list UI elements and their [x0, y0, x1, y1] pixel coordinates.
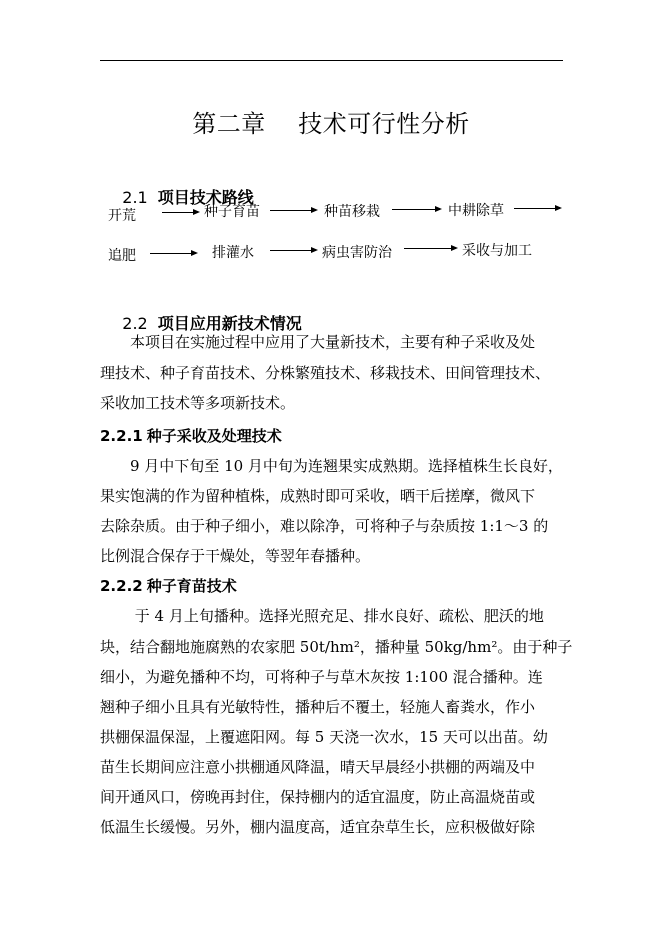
flow-step: 开荒 — [108, 208, 136, 224]
paragraph-line: 采收加工技术等多项新技术。 — [100, 394, 296, 412]
flow-step: 中耕除草 — [448, 203, 504, 219]
flow-step: 病虫害防治 — [322, 245, 392, 261]
paragraph-line: 拱棚保温保湿，上覆遮阳网。每 5 天浇一次水，15 天可以出苗。幼 — [100, 728, 548, 746]
arrow-icon — [514, 208, 560, 209]
subsection-title: 种子育苗技术 — [146, 577, 237, 595]
header-rule — [100, 60, 563, 61]
paragraph-line: 间开通风口，傍晚再封住，保持棚内的适宜温度，防止高温烧苗或 — [100, 788, 536, 806]
subsection-title: 种子采收及处理技术 — [146, 427, 282, 445]
paragraph-line: 本项目在实施过程中应用了大量新技术，主要有种子采收及处 — [100, 333, 536, 351]
paragraph-line: 果实饱满的作为留种植株，成熟时即可采收，晒干后搓摩，微风下 — [100, 487, 536, 505]
paragraph-line: 比例混合保存于干燥处，等翌年春播种。 — [100, 547, 371, 565]
flow-step: 种苗移栽 — [324, 204, 380, 220]
subsection-heading-2-2-2 — [100, 575, 237, 596]
section-title: 项目应用新技术情况 — [157, 314, 302, 333]
paragraph-line: 9 月中下旬至 10 月中旬为连翘果实成熟期。选择植株生长良好， — [100, 457, 563, 475]
section-number: 2.2 — [122, 314, 148, 333]
flow-step: 追肥 — [108, 248, 136, 264]
flow-step: 种子育苗 — [204, 204, 260, 220]
paragraph-line: 块，结合翻地施腐熟的农家肥 50t/hm²，播种量 50kg/hm²。由于种子 — [100, 638, 573, 656]
section-title: 项目技术路线 — [157, 188, 254, 207]
arrow-icon — [404, 248, 456, 249]
arrow-icon — [392, 209, 440, 210]
paragraph-line: 细小，为避免播种不均，可将种子与草木灰按 1:100 混合播种。连 — [100, 668, 543, 686]
paragraph-line: 去除杂质。由于种子细小，难以除净，可将种子与杂质按 1:1～3 的 — [100, 517, 549, 535]
paragraph-line: 苗生长期间应注意小拱棚通风降温，晴天早晨经小拱棚的两端及中 — [100, 758, 536, 776]
subsection-number: 2.2.1 — [100, 427, 143, 445]
subsection-number: 2.2.2 — [100, 577, 143, 595]
section-number: 2.1 — [122, 188, 148, 207]
paragraph-line: 于 4 月上旬播种。选择光照充足、排水良好、疏松、肥沃的地 — [100, 607, 544, 625]
arrow-icon — [150, 253, 196, 254]
flow-step: 排灌水 — [212, 245, 254, 261]
paragraph-line: 翘种子细小且具有光敏特性，播种后不覆土，轻施人畜粪水，作小 — [100, 698, 536, 716]
chapter-title: 第二章 技术可行性分析 — [192, 110, 470, 138]
paragraph-line: 理技术、种子育苗技术、分株繁殖技术、移栽技术、田间管理技术、 — [100, 364, 551, 382]
arrow-icon — [270, 210, 316, 211]
arrow-icon — [162, 212, 198, 213]
arrow-icon — [270, 250, 316, 251]
flow-step: 采收与加工 — [462, 243, 532, 259]
subsection-heading-2-2-1 — [100, 425, 282, 446]
paragraph-line: 低温生长缓慢。另外，棚内温度高，适宜杂草生长，应积极做好除 — [100, 818, 536, 836]
